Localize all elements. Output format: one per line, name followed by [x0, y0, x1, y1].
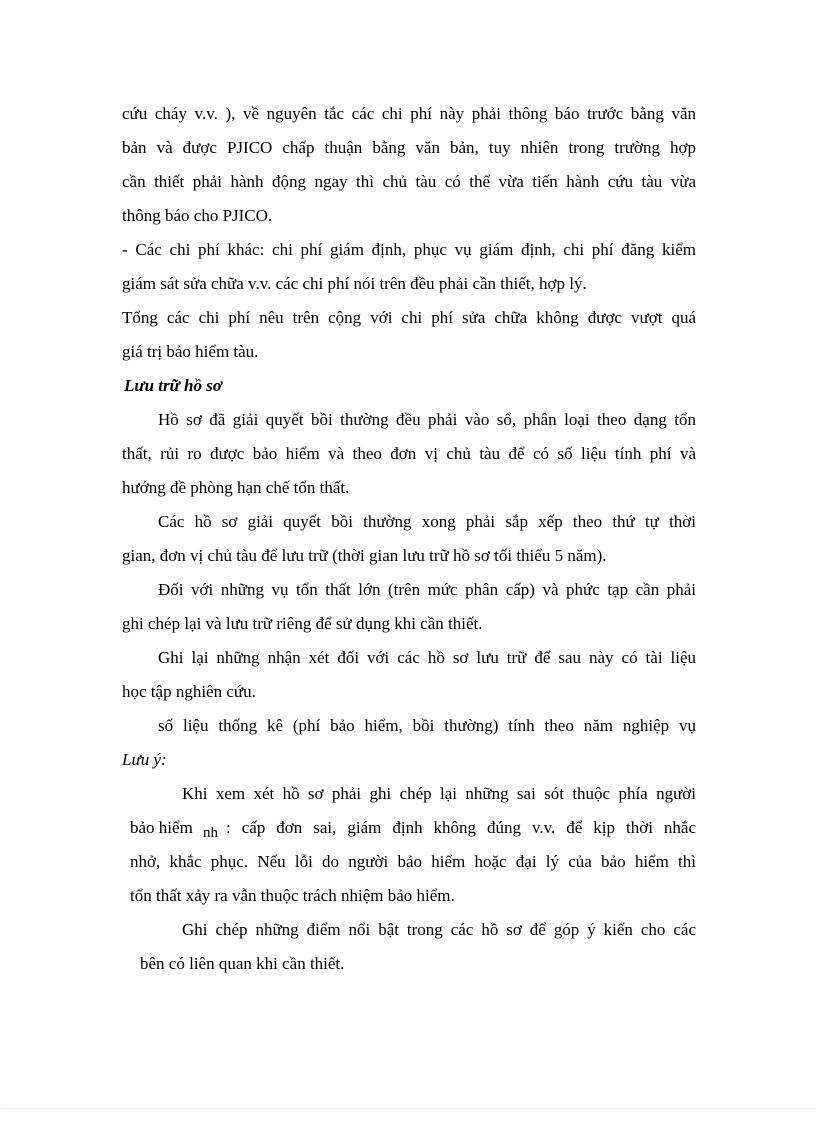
- section-line-6: Đối với những vụ tổn thất lớn (trên mức phân cấp) và phức tạp cần phải: [158, 580, 696, 599]
- note-line-1: Khi xem xét hồ sơ phải ghi chép lại những sai sót thuộc phía người: [182, 784, 696, 803]
- section-heading: Lưu trữ hồ sơ: [124, 376, 222, 395]
- note-line-2-sub: nh: [203, 825, 219, 841]
- section-line-10: số liệu thống kê (phí bảo hiểm, bồi thường) tính theo năm nghiệp vụ: [158, 716, 696, 735]
- note-label: Lưu ý:: [122, 750, 167, 769]
- note-line-2: [130, 817, 696, 840]
- section-line-4: Các hồ sơ giải quyết bồi thường xong phải sắp xếp theo thứ tự thời: [158, 512, 696, 531]
- section-line-8: Ghi lại những nhận xét đối với các hồ sơ lưu trữ để sau này có tài liệu: [158, 648, 696, 667]
- body-line-8: giá trị bảo hiểm tàu.: [122, 342, 259, 361]
- note-line-2-b: : cấp đơn sai, giám định không đúng v.v. để kịp thời nhắc: [226, 818, 696, 837]
- body-line-6: giám sát sửa chữa v.v. các chi phí nói trên đều phải cần thiết, hợp lý.: [122, 274, 587, 293]
- section-line-3: hướng đề phòng hạn chế tổn thất.: [122, 478, 350, 497]
- note-line-2-a: bảo hiểm: [130, 818, 193, 837]
- section-line-9: học tập nghiên cứu.: [122, 682, 256, 701]
- note-line-3: nhở, khắc phục. Nếu lỗi do người bảo hiểm hoặc đại lý của bảo hiểm thì: [130, 852, 696, 871]
- section-line-7: ghi chép lại và lưu trữ riêng để sử dụng khi cần thiết.: [122, 614, 483, 633]
- note-line-4: tổn thất xảy ra vẫn thuộc trách nhiệm bảo hiểm.: [130, 886, 455, 905]
- note-line-2-start: [130, 817, 218, 840]
- body-line-7: Tổng các chi phí nêu trên cộng với chi phí sửa chữa không được vượt quá: [122, 308, 696, 327]
- section-line-1: Hồ sơ đã giải quyết bồi thường đều phải vào sổ, phân loại theo dạng tổn: [158, 410, 696, 429]
- body-line-2: bản và được PJICO chấp thuận bằng văn bản, tuy nhiên trong trường hợp: [122, 138, 696, 157]
- body-line-3: cần thiết phải hành động ngay thì chủ tàu có thể vừa tiến hành cứu tàu vừa: [122, 172, 696, 191]
- body-line-5: - Các chi phí khác: chi phí giám định, phục vụ giám định, chi phí đăng kiểm: [122, 240, 696, 259]
- page-bottom-border: [0, 1108, 816, 1110]
- note-line-6: bên có liên quan khi cần thiết.: [140, 954, 345, 973]
- section-line-2: thất, rủi ro được bảo hiểm và theo đơn vị chủ tàu để có số liệu tính phí và: [122, 444, 696, 463]
- note-line-5: Ghi chép những điểm nổi bật trong các hồ sơ để góp ý kiến cho các: [182, 920, 696, 939]
- body-line-4: thông báo cho PJICO.: [122, 206, 273, 225]
- body-line-1: cứu cháy v.v. ), về nguyên tắc các chi phí này phải thông báo trước bằng văn: [122, 104, 696, 123]
- section-line-5: gian, đơn vị chủ tàu để lưu trữ (thời gian lưu trữ hồ sơ tối thiểu 5 năm).: [122, 546, 607, 565]
